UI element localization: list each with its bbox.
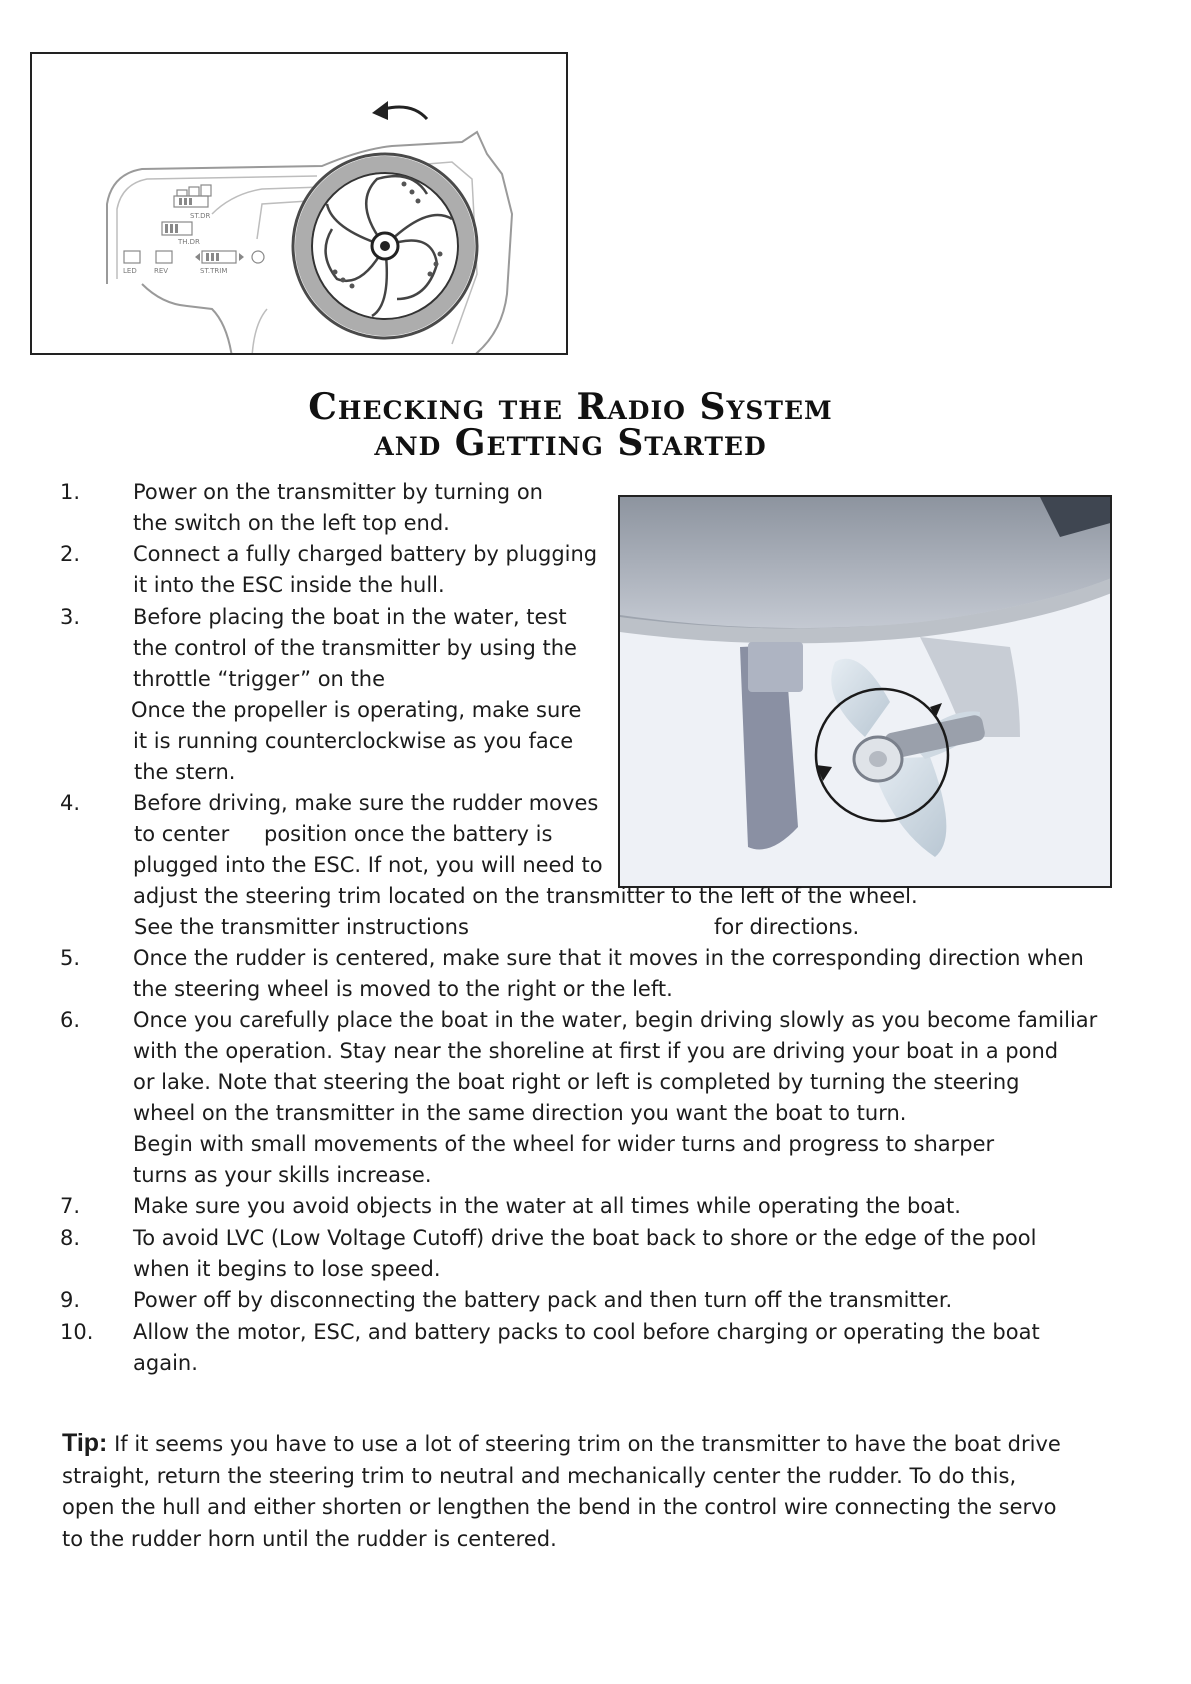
step-2-line-2: it into the ESC inside the hull.	[133, 573, 445, 597]
tip-paragraph	[62, 1428, 1061, 1555]
step-8-line-2: when it begins to lose speed.	[133, 1257, 441, 1281]
page-title-line-1: Checking the Radio System	[308, 386, 833, 428]
th-dr-label: TH.DR	[178, 238, 200, 246]
step-4-line-1: Before driving, make sure the rudder moves	[133, 791, 599, 815]
step-number-5: 5.	[60, 946, 81, 970]
step-number-9: 9.	[60, 1288, 81, 1312]
step-3-line-3: throttle “trigger” on the	[133, 667, 385, 691]
step-4-line-2a: to center	[134, 822, 230, 846]
st-dr-label: ST.DR	[190, 212, 211, 220]
step-number-10: 10.	[60, 1320, 94, 1344]
step-10-line-1: Allow the motor, ESC, and battery packs to cool before charging or operating the boat	[133, 1320, 1040, 1344]
step-1-line-2: the switch on the left top end.	[133, 511, 450, 535]
tip-line-4: to the rudder horn until the rudder is centered.	[62, 1526, 557, 1551]
led-label: LED	[123, 267, 137, 275]
step-number-4: 4.	[60, 791, 81, 815]
step-number-7: 7.	[60, 1194, 81, 1218]
step-5-line-2: the steering wheel is moved to the right or the left.	[133, 977, 673, 1001]
step-1-line-1: Power on the transmitter by turning on	[133, 480, 543, 504]
step-3-line-2: the control of the transmitter by using the	[133, 636, 577, 660]
step-number-8: 8.	[60, 1226, 81, 1250]
step-6-line-2: with the operation. Stay near the shoreline at first if you are driving your boat in a pond	[133, 1039, 1059, 1063]
steering-wheel-icon	[293, 154, 477, 338]
step-10-line-2: again.	[133, 1351, 198, 1375]
step-number-6: 6.	[60, 1008, 81, 1032]
tip-line-1	[62, 1428, 1061, 1461]
step-8-line-1: To avoid LVC (Low Voltage Cutoff) drive the boat back to shore or the edge of the pool	[133, 1226, 1037, 1250]
transmitter-illustration	[32, 54, 568, 355]
step-3-line-6: the stern.	[134, 760, 236, 784]
step-5-line-1: Once the rudder is centered, make sure that it moves in the corresponding direction when	[133, 946, 1084, 970]
step-7-line-1: Make sure you avoid objects in the water at all times while operating the boat.	[133, 1194, 961, 1218]
rev-label: REV	[154, 267, 169, 275]
step-4-line-5b: for directions.	[714, 915, 860, 939]
propeller-illustration	[620, 497, 1112, 888]
step-4-line-4: adjust the steering trim located on the transmitter to the left of the wheel.	[133, 884, 918, 908]
transmitter-figure	[30, 52, 568, 355]
counterclockwise-arrow-icon	[372, 101, 427, 120]
propeller-figure	[618, 495, 1112, 888]
step-6-line-6: turns as your skills increase.	[133, 1163, 432, 1187]
step-number-1: 1.	[60, 480, 81, 504]
step-number-2: 2.	[60, 542, 81, 566]
step-9-line-1: Power off by disconnecting the battery pack and then turn off the transmitter.	[133, 1288, 953, 1312]
step-3-line-4: Once the propeller is operating, make sure	[131, 698, 582, 722]
tip-label: Tip:	[62, 1429, 108, 1457]
step-6-line-5: Begin with small movements of the wheel for wider turns and progress to sharper	[133, 1132, 995, 1156]
step-6-line-4: wheel on the transmitter in the same direction you want the boat to turn.	[133, 1101, 907, 1125]
step-6-line-1: Once you carefully place the boat in the water, begin driving slowly as you become familiar	[133, 1008, 1098, 1032]
step-4-line-5a: See the transmitter instructions	[134, 915, 469, 939]
step-2-line-1: Connect a fully charged battery by plugging	[133, 542, 598, 566]
tip-line-3: open the hull and either shorten or lengthen the bend in the control wire connecting the servo	[62, 1495, 1057, 1519]
step-4-line-2b: position once the battery is	[264, 822, 553, 846]
tip-text-1: If it seems you have to use a lot of steering trim on the transmitter to have the boat drive	[114, 1432, 1061, 1456]
step-number-3: 3.	[60, 605, 81, 629]
tip-line-2: straight, return the steering trim to neutral and mechanically center the rudder. To do this,	[62, 1463, 1017, 1488]
step-6-line-3: or lake. Note that steering the boat right or left is completed by turning the steering	[133, 1070, 1020, 1094]
page-title-line-2: and Getting Started	[374, 422, 767, 464]
step-3-line-5: it is running counterclockwise as you face	[133, 729, 574, 753]
step-4-line-3: plugged into the ESC. If not, you will need to	[133, 853, 603, 877]
st-trim-label: ST.TRIM	[200, 267, 228, 275]
step-3-line-1: Before placing the boat in the water, test	[133, 605, 567, 629]
